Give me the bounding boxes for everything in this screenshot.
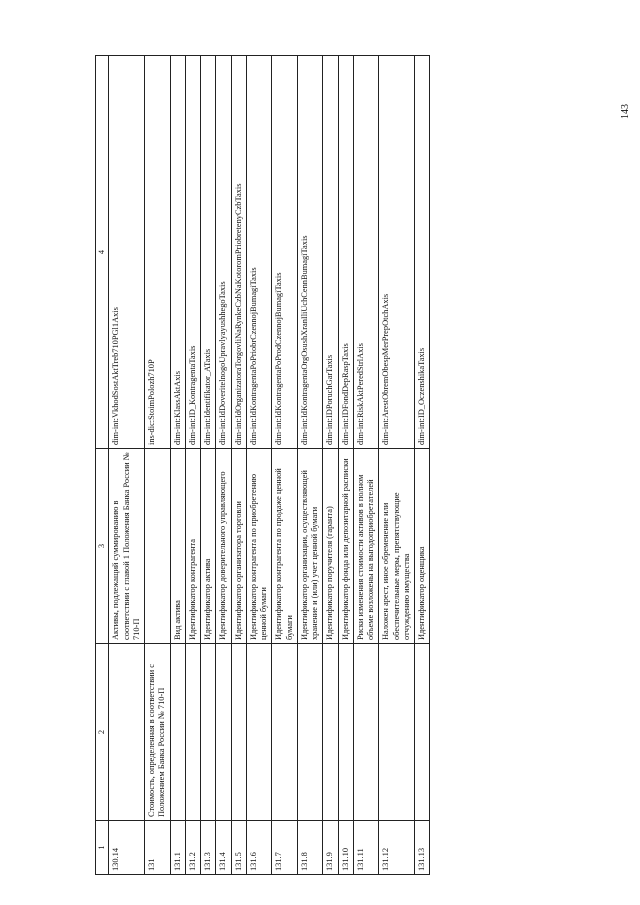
code-cell: ins-dic:StoimPolozh710P: [145, 56, 171, 449]
row-number-cell: 131.3: [201, 821, 216, 875]
code-cell: dim-int:IdDoveritelnogoUpravlyayushhegoTaxis: [216, 56, 231, 449]
name-cell: [323, 644, 338, 821]
row-number-cell: 131.6: [246, 821, 272, 875]
code-cell: dim-int:RiskAktPeredStrlAxis: [353, 56, 379, 449]
code-cell: dim-int:IDFondDepRaspTaxis: [338, 56, 353, 449]
name-cell: [170, 644, 185, 821]
code-cell: dim-int:IdKontragentaOrgOsushXranIliUchCennBumagiTaxis: [297, 56, 323, 449]
description-cell: Идентификатор контрагента по приобретению ценной бумаги: [246, 449, 272, 644]
description-cell: Идентификатор поручителя (гаранта): [323, 449, 338, 644]
table-row: [246, 56, 272, 875]
code-cell: dim-int:VkhodSostAktTreb710PGl1Axis: [109, 56, 145, 449]
description-cell: Вид актива: [170, 449, 185, 644]
description-cell: Идентификатор актива: [201, 449, 216, 644]
table-row: [185, 56, 200, 875]
table-row: [145, 56, 171, 875]
table-row: [338, 56, 353, 875]
header-row: [96, 56, 109, 875]
code-cell: dim-int:Identifikator_ATaxis: [201, 56, 216, 449]
name-cell: [379, 644, 415, 821]
rotated-table-container: [95, 55, 595, 875]
page-number: 143: [620, 104, 631, 119]
row-number-cell: 131.12: [379, 821, 415, 875]
description-cell: Идентификатор фонда или депозитарной расписки: [338, 449, 353, 644]
row-number-cell: 131.4: [216, 821, 231, 875]
table-row: [231, 56, 246, 875]
description-cell: [145, 449, 171, 644]
description-cell: Идентификатор контрагента по продаже ценной бумаги: [272, 449, 298, 644]
table-row: [216, 56, 231, 875]
row-number-cell: 131.8: [297, 821, 323, 875]
code-cell: dim-int:IdKontragentaPoPriobrCzennojBumagiTaxis: [246, 56, 272, 449]
description-cell: Идентификатор доверительного управляющего: [216, 449, 231, 644]
row-number-cell: 131.7: [272, 821, 298, 875]
name-cell: [297, 644, 323, 821]
name-cell: [231, 644, 246, 821]
table-row: [201, 56, 216, 875]
col-header-4: 4: [96, 56, 109, 449]
table-body: [109, 56, 430, 875]
code-cell: dim-int:ID_KontragentaTaxis: [185, 56, 200, 449]
row-number-cell: 131.2: [185, 821, 200, 875]
col-header-1: 1: [96, 821, 109, 875]
description-cell: Идентификатор контрагента: [185, 449, 200, 644]
table-row: [323, 56, 338, 875]
code-cell: dim-int:IdKontragentaPoProdCzennojBumagiTaxis: [272, 56, 298, 449]
name-cell: [353, 644, 379, 821]
row-number-cell: 130.14: [109, 821, 145, 875]
col-header-3: 3: [96, 449, 109, 644]
table-row: [415, 56, 430, 875]
code-cell: dim-int:IdOrganizatoraTorgovliNaRynkeCzbNaKotoromPriobretenyCzbTaxis: [231, 56, 246, 449]
name-cell: [201, 644, 216, 821]
table-row: [272, 56, 298, 875]
description-cell: Идентификатор организации, осуществляющей хранение и (или) учет ценной бумаги: [297, 449, 323, 644]
name-cell: [246, 644, 272, 821]
name-cell: [216, 644, 231, 821]
name-cell: [338, 644, 353, 821]
name-cell: [415, 644, 430, 821]
code-cell: dim-int:ArestObremObespMerPrepOtchAxis: [379, 56, 415, 449]
description-cell: Риски изменения стоимости активов в полном объеме возложены на выгодоприобретателей: [353, 449, 379, 644]
description-cell: Активы, подлежащий суммированию в соответствии с главой 1 Положения Банка России № 710-П: [109, 449, 145, 644]
row-number-cell: 131.13: [415, 821, 430, 875]
row-number-cell: 131.10: [338, 821, 353, 875]
table-row: [170, 56, 185, 875]
name-cell: Стоимость, определенная в соответствии с Положением Банка России № 710-П: [145, 644, 171, 821]
col-header-2: 2: [96, 644, 109, 821]
code-cell: dim-int:IDPoruchGarTaxis: [323, 56, 338, 449]
table-row: [109, 56, 145, 875]
code-cell: dim-int:KlassAktAxis: [170, 56, 185, 449]
table-row: [297, 56, 323, 875]
row-number-cell: 131.5: [231, 821, 246, 875]
row-number-cell: 131.1: [170, 821, 185, 875]
row-number-cell: 131: [145, 821, 171, 875]
data-table: [95, 55, 430, 875]
row-number-cell: 131.11: [353, 821, 379, 875]
description-cell: Наложен арест, иное обременение или обеспечительные меры, препятствующие отчуждению имущества: [379, 449, 415, 644]
description-cell: Идентификатор организатора торговли: [231, 449, 246, 644]
row-number-cell: 131.9: [323, 821, 338, 875]
name-cell: [109, 644, 145, 821]
name-cell: [272, 644, 298, 821]
table-row: [379, 56, 415, 875]
description-cell: Идентификатор оценщика: [415, 449, 430, 644]
code-cell: dim-int:ID_OczenshikaTaxis: [415, 56, 430, 449]
name-cell: [185, 644, 200, 821]
table-row: [353, 56, 379, 875]
